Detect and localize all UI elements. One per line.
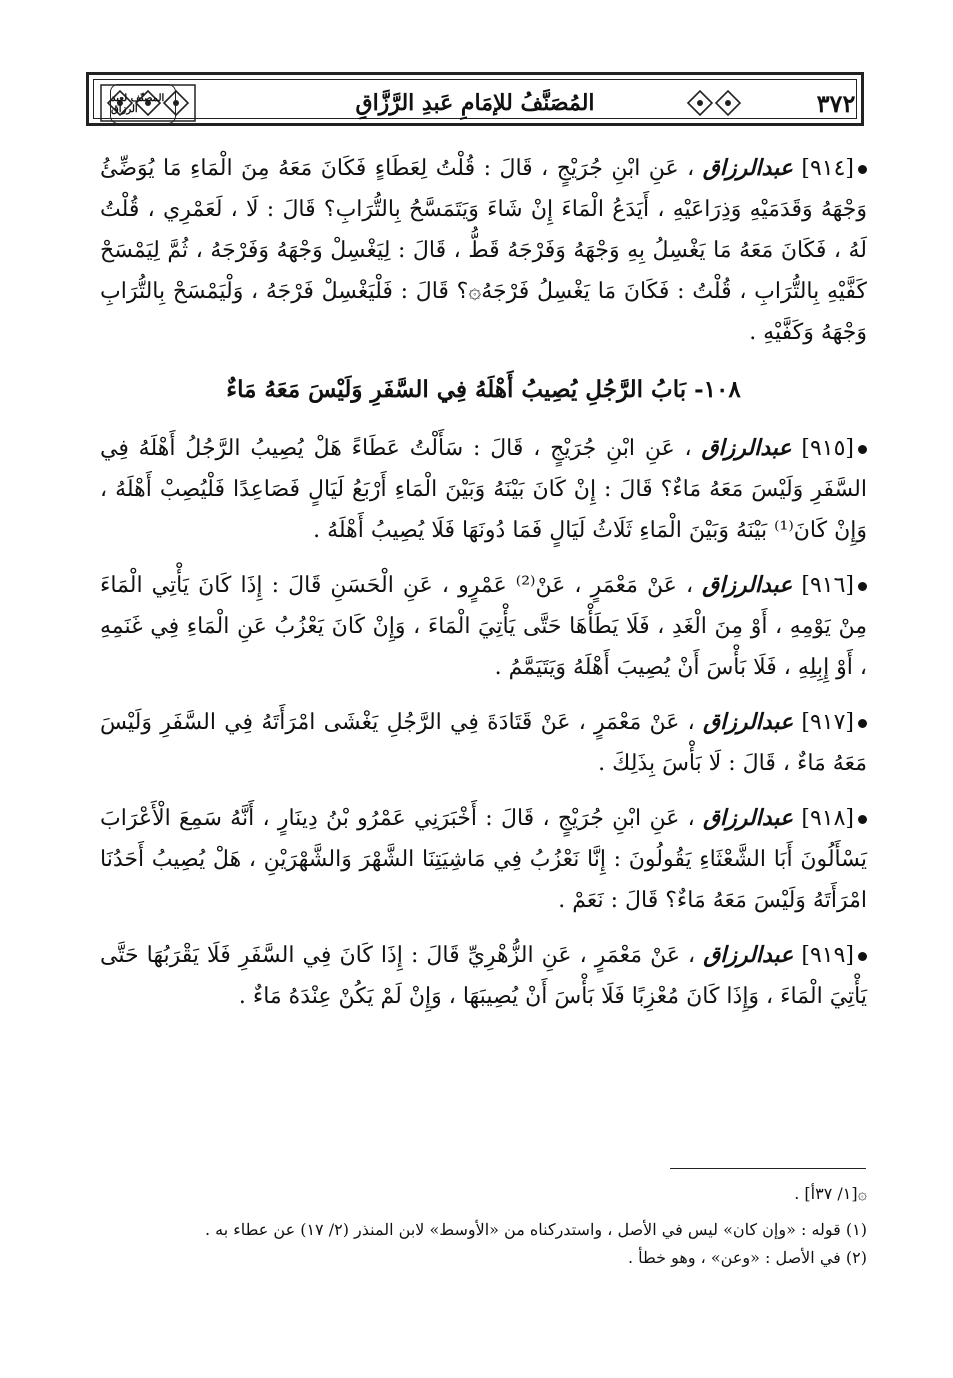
hadith-number: [٩١٦] <box>801 573 854 598</box>
footnotes <box>120 1180 867 1272</box>
hadith-number: [٩١٧] <box>801 710 854 735</box>
hadith-text: ، عَنْ مَعْمَرٍ ، عَنْ قَتَادَةَ فِي الرَّجُلِ يَغْشَى امْرَأَتَهُ فِي السَّفَرِ وَلَيْسَ مَعَهُ مَاءٌ ، قَالَ : لَا بَأْسَ بِذَلِكَ . <box>100 710 867 776</box>
hadith-text: ، عَنِ ابْنِ جُرَيْجٍ ، قَالَ : سَأَلْتُ عَطَاءً هَلْ يُصِيبُ الرَّجُلُ أَهْلَهُ فِي السَّفَرِ وَلَيْسَ مَعَهُ مَاءٌ؟ قَالَ : إِنْ كَانَ بَيْنَهُ وَبَيْنَ الْمَاءِ أَرْبَعُ لَيَالٍ فَصَاعِدًا فَلْيُصِبْ أَهْلَهُ ، وَإِنْ كَانَ⁽¹⁾ بَيْنَهُ وَبَيْنَ الْمَاءِ ثَلَاثُ لَيَالٍ فَمَا دُونَهَا فَلَا يُصِيبُ أَهْلَهُ . <box>100 436 867 543</box>
ornament-right-icon <box>680 84 776 122</box>
hadith-author: عبدالرزاق <box>702 572 793 598</box>
chapter-title: ١٠٨- بَابُ الرَّجُلِ يُصِيبُ أَهْلَهُ فِي السَّفَرِ وَلَيْسَ مَعَهُ مَاءٌ <box>226 376 741 403</box>
bullet-icon <box>858 719 867 728</box>
hadith-number: [٩١٥] <box>801 436 854 461</box>
bullet-icon <box>858 165 867 174</box>
footnote-divider <box>670 1168 866 1169</box>
hadith-author: عبدالرزاق <box>703 709 794 735</box>
hadith-914 <box>100 148 867 353</box>
bullet-icon <box>858 815 867 824</box>
book-logo <box>110 84 176 124</box>
bullet-icon <box>858 952 867 961</box>
hadith-919 <box>100 935 867 1017</box>
hadith-918 <box>100 798 867 921</box>
footnote-2: (٢) في الأصل : «وعن» ، وهو خطأ . <box>627 1248 867 1267</box>
hadith-number: [٩١٨] <box>801 806 854 831</box>
book-logo-text: المصنّف لعبد الرزاق <box>111 93 165 115</box>
running-title: المُصَنَّفُ للإمَامِ عَبدِ الرَّزَّاقِ <box>355 90 595 116</box>
hadith-text: ، عَنِ ابْنِ جُرَيْجٍ ، قَالَ : أَخْبَرَنِي عَمْرُو بْنُ دِينَارٍ ، أَنَّهُ سَمِعَ الْأَعْرَابَ يَسْأَلُونَ أَبَا الشَّعْثَاءِ يَقُولُونَ : إِنَّا نَعْزُبُ فِي مَاشِيَتِنَا الشَّهْرَ وَالشَّهْرَيْنِ ، هَلْ يُصِيبُ أَحَدُنَا امْرَأَتَهُ وَلَيْسَ مَعَهُ مَاءٌ؟ قَالَ : نَعَمْ . <box>100 806 867 913</box>
header-inner-frame <box>93 79 857 119</box>
bullet-icon <box>858 582 867 591</box>
bullet-icon <box>858 445 867 454</box>
hadith-author: عبدالرزاق <box>701 435 792 461</box>
page-header <box>86 72 864 126</box>
main-text <box>100 148 867 1031</box>
hadith-author: عبدالرزاق <box>702 155 793 181</box>
hadith-author: عبدالرزاق <box>702 805 794 831</box>
footnote-folio: ۞[١/ ٣٧أ] . <box>794 1184 867 1203</box>
footnote-1: (١) قوله : «وإن كان» ليس في الأصل ، واستدركناه من «الأوسط» لابن المنذر (٢/ ١٧) عن عطاء به . <box>204 1220 867 1239</box>
page-number: ٣٧٢ <box>816 88 856 118</box>
hadith-916 <box>100 565 867 688</box>
hadith-number: [٩١٩] <box>801 943 855 968</box>
hadith-number: [٩١٤] <box>801 156 854 181</box>
hadith-author: عبدالرزاق <box>703 942 794 968</box>
hadith-917 <box>100 702 867 784</box>
hadith-text: ، عَنِ ابْنِ جُرَيْجٍ ، قَالَ : قُلْتُ لِعَطَاءٍ فَكَانَ مَعَهُ مِنَ الْمَاءِ مَا يُوَضِّئُ وَجْهَهُ وَقَدَمَيْهِ وَذِرَاعَيْهِ ، أَيَدَعُ الْمَاءَ إِنْ شَاءَ وَيَتَمَسَّحُ بِالتُّرَابِ؟ قَالَ : لَا ، لَعَمْرِي ، قُلْتُ لَهُ ، فَكَانَ مَعَهُ مَا يَغْسِلُ بِهِ وَجْهَهُ وَفَرْجَهُ قَطُّ ، قَالَ : لِيَغْسِلْ وَجْهَهُ وَفَرْجَهُ ، ثُمَّ لِيَمْسَحْ كَفَّيْهِ بِالتُّرَابِ ، قُلْتُ : فَكَانَ مَا يَغْسِلُ فَرْجَهُ۞؟ قَالَ : فَلْيَغْسِلْ فَرْجَهُ ، وَلْيَمْسَحْ بِالتُّرَابِ وَجْهَهُ وَكَفَّيْهِ . <box>100 156 867 345</box>
hadith-text: ، عَنْ مَعْمَرٍ ، عَنْ⁽²⁾ عَمْرٍو ، عَنِ الْحَسَنِ قَالَ : إِذَا كَانَ يَأْتِي الْمَاءَ مِنْ يَوْمِهِ ، أَوْ مِنَ الْغَدِ ، فَلَا يَطَأْهَا حَتَّى يَأْتِيَ الْمَاءَ ، وَإِنْ كَانَ يَعْزُبُ عَنِ الْمَاءِ فِي غَنَمِهِ ، أَوْ إِبِلِهِ ، فَلَا بَأْسَ أَنْ يُصِيبَ أَهْلَهُ وَيَتَيَمَّمُ . <box>100 573 867 680</box>
hadith-text: ، عَنْ مَعْمَرٍ ، عَنِ الزُّهْرِيِّ قَالَ : إِذَا كَانَ فِي السَّفَرِ فَلَا يَقْرَبُهَا حَتَّى يَأْتِيَ الْمَاءَ ، وَإِذَا كَانَ مُعْزِبًا فَلَا بَأْسَ أَنْ يُصِيبَهَا ، وَإِنْ لَمْ يَكُنْ عِنْدَهُ مَاءٌ . <box>100 943 867 1009</box>
hadith-915 <box>100 428 867 551</box>
